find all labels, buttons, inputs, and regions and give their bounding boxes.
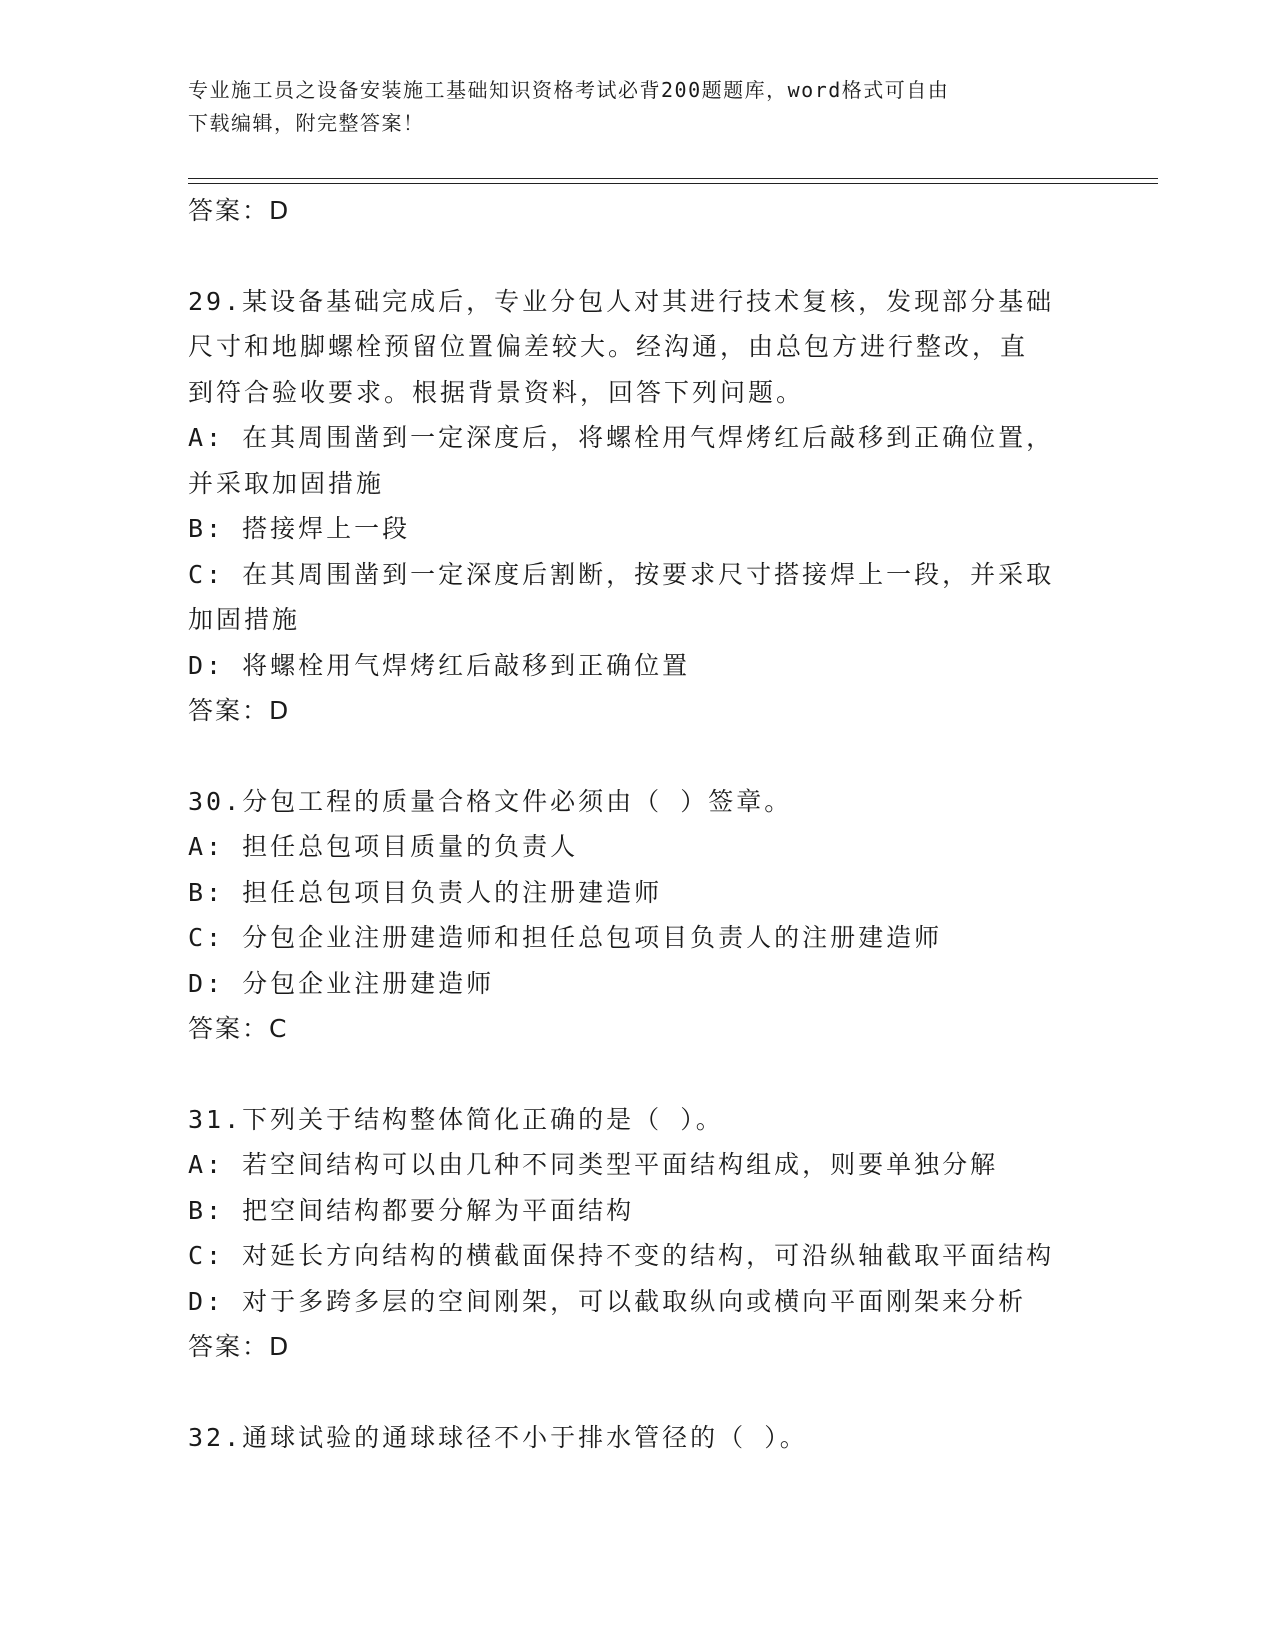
- answer: 答案：C: [188, 1014, 289, 1043]
- header-title-line-1: 专业施工员之设备安装施工基础知识资格考试必背200题题库，word格式可自由: [188, 78, 950, 102]
- option-a: A: 若空间结构可以由几种不同类型平面结构组成，则要单独分解: [188, 1150, 999, 1179]
- option-d: D: 分包企业注册建造师: [188, 968, 495, 998]
- spacer: [188, 234, 1088, 279]
- option-c: C: 在其周围凿到一定深度后割断，按要求尺寸搭接焊上一段，并采取: [188, 559, 1055, 589]
- answer: 答案：D: [188, 1332, 291, 1361]
- option-c: C: 对延长方向结构的横截面保持不变的结构，可沿纵轴截取平面结构: [188, 1241, 1055, 1270]
- option-d: D: 对于多跨多层的空间刚架，可以截取纵向或横向平面刚架来分析: [188, 1286, 1027, 1316]
- option-b: B: 搭接焊上一段: [188, 514, 411, 543]
- header-title-line-2: 下载编辑，附完整答案！: [188, 111, 425, 135]
- page-header: [188, 74, 1088, 140]
- option-d: D: 将螺栓用气焊烤红后敲移到正确位置: [188, 650, 691, 680]
- question-list: [188, 188, 1088, 1460]
- option-c: C: 分包企业注册建造师和担任总包项目负责人的注册建造师: [188, 923, 943, 952]
- option-b: B: 把空间结构都要分解为平面结构: [188, 1195, 635, 1225]
- question-30: [188, 779, 1088, 1052]
- question-32: [188, 1415, 1088, 1461]
- option-a-continued: 并采取加固措施: [188, 468, 385, 498]
- question-stem-line: 尺寸和地脚螺栓预留位置偏差较大。经沟通，由总包方进行整改，直: [188, 332, 1029, 361]
- option-b: B: 担任总包项目负责人的注册建造师: [188, 877, 663, 907]
- spacer: [188, 1052, 1088, 1097]
- option-a: A: 担任总包项目质量的负责人: [188, 832, 579, 861]
- previous-answer: 答案：D: [188, 196, 291, 225]
- header-divider: [188, 178, 1158, 184]
- question-stem-line: 29.某设备基础完成后，专业分包人对其进行技术复核，发现部分基础: [188, 286, 1055, 316]
- option-a: A: 在其周围凿到一定深度后，将螺栓用气焊烤红后敲移到正确位置，: [188, 423, 1055, 452]
- option-c-continued: 加固措施: [188, 605, 301, 634]
- question-stem-line: 32.通球试验的通球球径不小于排水管径的（ ）。: [188, 1422, 808, 1452]
- question-stem-line: 30.分包工程的质量合格文件必须由（ ）签章。: [188, 786, 793, 816]
- question-stem-line: 到符合验收要求。根据背景资料，回答下列问题。: [188, 377, 805, 407]
- question-29: [188, 279, 1088, 734]
- spacer: [188, 1370, 1088, 1415]
- question-31: [188, 1097, 1088, 1370]
- answer: 答案：D: [188, 696, 291, 725]
- spacer: [188, 734, 1088, 779]
- question-stem-line: 31.下列关于结构整体简化正确的是（ ）。: [188, 1104, 724, 1134]
